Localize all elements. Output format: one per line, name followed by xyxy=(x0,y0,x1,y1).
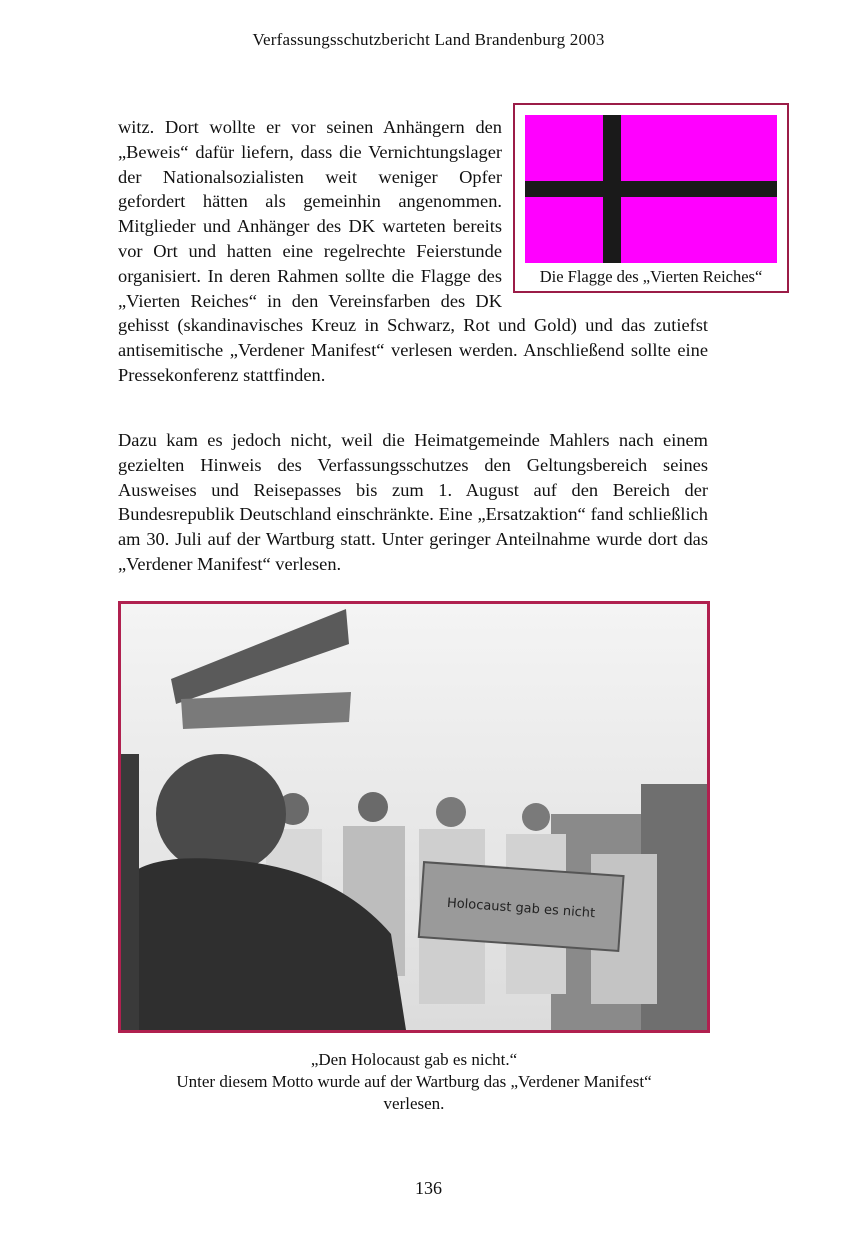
photo-caption xyxy=(118,1049,710,1115)
page-number: 136 xyxy=(415,1178,442,1198)
banner-text: Holocaust gab es nicht xyxy=(446,895,596,922)
body-paragraph-2: Dazu kam es jedoch nicht, weil die Heimatgemeinde Mahlers nach einem gezielten Hinweis des Verfassungsschutzes den Geltungsbereich seines Ausweises und Reisepasses bis zum 1. August auf den Bereich der Bundesrepublik Deutschland einschränkte. Eine „Ersatzaktion“ fand schließlich am 30. Juli auf der Wartburg statt. Unter geringer Anteilnahme wurde dort das „Verdener Manifest“ verlesen. xyxy=(118,430,708,574)
body-paragraph-1: witz. Dort wollte er vor seinen Anhängern den „Beweis“ dafür liefern, dass die Vernichtungslager der Nationalsozialisten weit weniger Opfer gefordert hätten als gemeinhin angenommen. Mitglieder und Anhänger des DK warteten bereits vor Ort und hatten eine regelrechte Feierstunde organisiert. In deren Rahmen sollte die Flagge des „Vierten Reiches“ in den Vereinsfarben des DK gehisst (skandinavisches Kreuz in Schwarz, Rot und Gold) und das zutiefst antisemitische „Verdener Manifest“ verlesen werden. Anschließend sollte eine Pressekonferenz stattfinden. xyxy=(118,117,708,385)
photo-caption-line-1: „Den Holocaust gab es nicht.“ xyxy=(310,1050,518,1069)
flag-caption: Die Flagge des „Vierten Reiches“ xyxy=(539,267,763,286)
photo-caption-line-3: verlesen. xyxy=(383,1094,445,1113)
wartburg-photo xyxy=(118,601,710,1033)
running-header: Verfassungsschutzbericht Land Brandenburg 2003 xyxy=(252,30,605,49)
photo-image xyxy=(121,604,707,1030)
photo-caption-line-2: Unter diesem Motto wurde auf der Wartburg das „Verdener Manifest“ xyxy=(176,1072,652,1091)
